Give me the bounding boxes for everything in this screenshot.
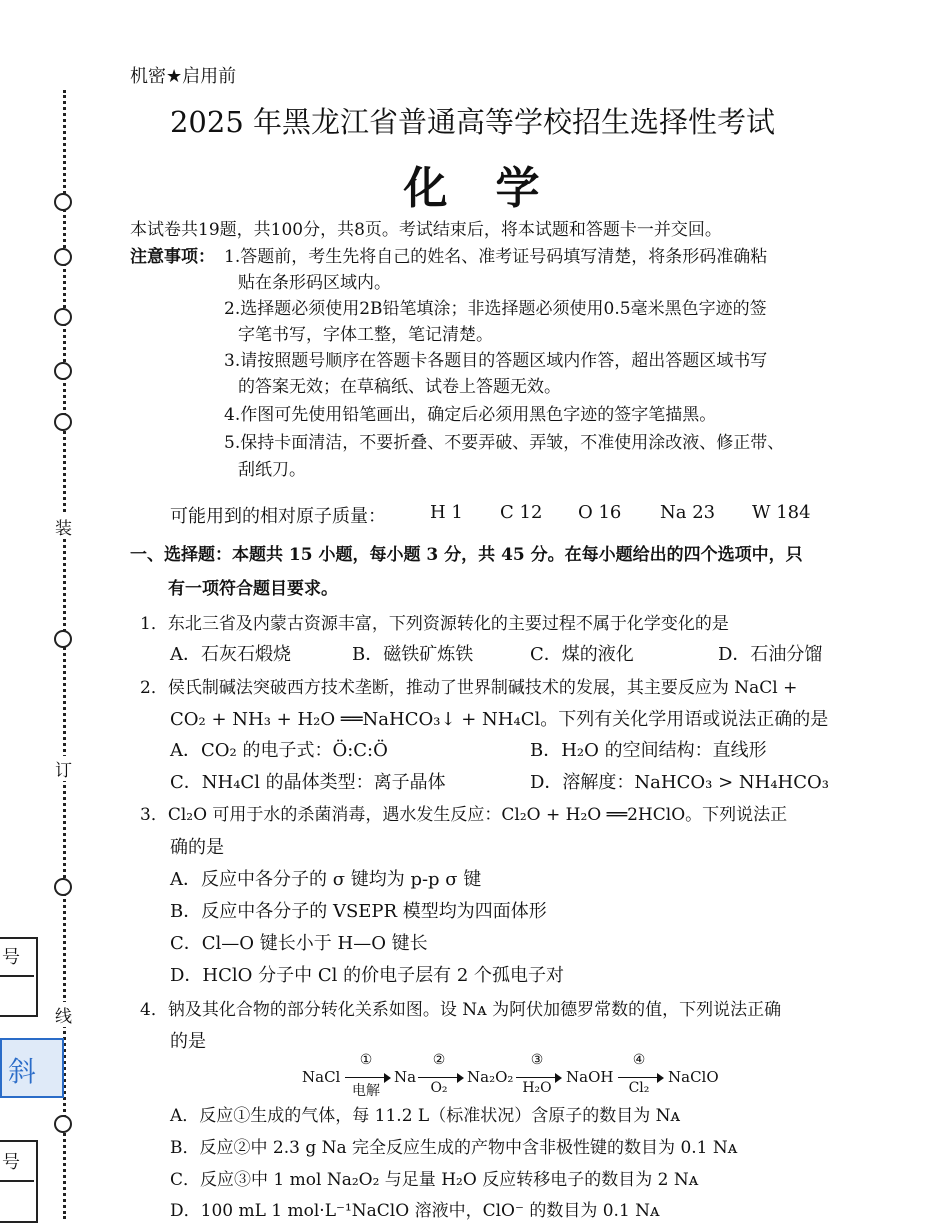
exam-title: 2025 年黑龙江省普通高等学校招生选择性考试 (169, 105, 776, 139)
q3-option: D．HClO 分子中 Cl 的价电子层有 2 个孤电子对 (170, 965, 565, 986)
q4-option: D．100 mL 1 mol·L⁻¹NaClO 溶液中，ClO⁻ 的数目为 0.1 Nᴀ (170, 1201, 660, 1221)
box-divider (0, 975, 34, 977)
q2-stem: 2．侯氏制碱法突破西方技术垄断，推动了世界制碱技术的发展，其主要反应为 NaCl + (140, 678, 798, 698)
species-nacl: NaCl (302, 1068, 341, 1086)
q4-stem: 4．钠及其化合物的部分转化关系如图。设 Nᴀ 为阿伏加德罗常数的值，下列说法正确 (140, 1000, 782, 1020)
q1-stem: 1．东北三省及内蒙古资源丰富，下列资源转化的主要过程不属于化学变化的是 (140, 614, 729, 634)
binding-hole (54, 362, 72, 380)
q2-stem-cont: CO₂ + NH₃ + H₂O ══NaHCO₃↓ + NH₄Cl。下列有关化学用语或说法正确的是 (170, 709, 829, 730)
step-4: ④ (632, 1052, 646, 1068)
q2-option-a: A．CO₂ 的电子式：Ö:C:Ö (170, 740, 388, 761)
confidential-mark: 机密★启用前 (130, 66, 237, 87)
section-heading-cont: 有一项符合题目要求。 (168, 579, 338, 599)
binding-hole (54, 878, 72, 896)
binding-label-ding: 订 (55, 756, 72, 781)
arrow-3 (516, 1077, 556, 1078)
reaction-scheme (300, 1052, 740, 1102)
note-line: 2.选择题必须使用2B铅笔填涂；非选择题必须使用0.5毫米黑色字迹的签 (224, 299, 767, 319)
step-2: ② (432, 1052, 446, 1068)
seal-stamp: 斜 (0, 1038, 64, 1098)
q1-option: B．磁铁矿炼铁 (352, 644, 474, 665)
q2-option-d: D．溶解度：NaHCO₃ > NH₄HCO₃ (530, 772, 829, 793)
note-line: 贴在条形码区域内。 (238, 273, 391, 293)
q3-stem: 3．Cl₂O 可用于水的杀菌消毒，遇水发生反应：Cl₂O + H₂O ══2HClO。下列说法正 (140, 805, 788, 825)
note-line: 3.请按照题号顺序在答题卡各题目的答题区域内作答，超出答题区域书写 (224, 351, 768, 371)
q4-option: C．反应③中 1 mol Na₂O₂ 与足量 H₂O 反应转移电子的数目为 2 Nᴀ (170, 1170, 699, 1190)
atomic-mass-item: W 184 (752, 502, 811, 523)
atomic-mass-item: O 16 (578, 502, 622, 523)
binding-label-xian: 线 (55, 1002, 72, 1027)
note-line: 的答案无效；在草稿纸、试卷上答题无效。 (238, 377, 561, 397)
q1-option: D．石油分馏 (718, 644, 823, 665)
step-3: ③ (530, 1052, 544, 1068)
note-line: 1.答题前，考生先将自己的姓名、准考证号码填写清楚，将条形码准确粘 (224, 247, 768, 267)
notes-label: 注意事项： (130, 247, 215, 267)
q4-option: B．反应②中 2.3 g Na 完全反应生成的产物中含非极性键的数目为 0.1 Nᴀ (170, 1138, 738, 1158)
box-label: 号 (2, 1152, 20, 1173)
q4-stem-cont: 的是 (170, 1031, 206, 1052)
q3-option: A．反应中各分子的 σ 键均为 p-p σ 键 (170, 869, 482, 890)
intro-text: 本试卷共19题，共100分，共8页。考试结束后，将本试题和答题卡一并交回。 (130, 220, 722, 240)
arrow-2 (418, 1077, 458, 1078)
q2-option-c: C．NH₄Cl 的晶体类型：离子晶体 (170, 772, 446, 793)
binding-hole (54, 1115, 72, 1133)
condition-2: O₂ (430, 1080, 448, 1096)
condition-1: 电解 (352, 1083, 380, 1099)
q1-option: A．石灰石煅烧 (170, 644, 291, 665)
subject-title: 化 学 (403, 163, 542, 214)
arrow-4 (618, 1077, 658, 1078)
box-divider (0, 1180, 34, 1182)
atomic-mass-item: C 12 (500, 502, 543, 523)
condition-3: H₂O (522, 1080, 552, 1096)
q4-option: A．反应①生成的气体，每 11.2 L（标准状况）含原子的数目为 Nᴀ (170, 1106, 681, 1126)
note-line: 刮纸刀。 (238, 460, 306, 480)
binding-label-zhuang: 装 (55, 514, 72, 539)
atomic-mass-item: Na 23 (660, 502, 716, 523)
binding-hole (54, 630, 72, 648)
note-line: 5.保持卡面清洁，不要折叠、不要弄破、弄皱，不准使用涂改液、修正带、 (224, 433, 785, 453)
condition-4: Cl₂ (628, 1080, 650, 1096)
species-na2o2: Na₂O₂ (467, 1068, 514, 1086)
section-heading: 一、选择题：本题共 15 小题，每小题 3 分，共 45 分。在每小题给出的四个选项中，只 (130, 545, 803, 565)
species-naoh: NaOH (566, 1068, 614, 1086)
species-na: Na (394, 1068, 417, 1086)
q3-stem-cont: 确的是 (170, 837, 224, 858)
atomic-mass-label: 可能用到的相对原子质量： (170, 506, 386, 527)
atomic-mass-item: H 1 (430, 502, 463, 523)
q1-option: C．煤的液化 (530, 644, 634, 665)
note-line: 4.作图可先使用铅笔画出，确定后必须用黑色字迹的签字笔描黑。 (224, 405, 717, 425)
step-1: ① (359, 1052, 373, 1068)
q3-option: B．反应中各分子的 VSEPR 模型均为四面体形 (170, 901, 547, 922)
q2-option-b: B．H₂O 的空间结构：直线形 (530, 740, 767, 761)
arrow-1 (345, 1077, 385, 1078)
box-label: 号 (2, 947, 20, 968)
binding-hole (54, 413, 72, 431)
q3-option: C．Cl—O 键长小于 H—O 键长 (170, 933, 428, 954)
note-line: 字笔书写，字体工整，笔记清楚。 (238, 325, 493, 345)
species-naclo: NaClO (668, 1068, 719, 1086)
binding-hole (54, 308, 72, 326)
binding-hole (54, 248, 72, 266)
